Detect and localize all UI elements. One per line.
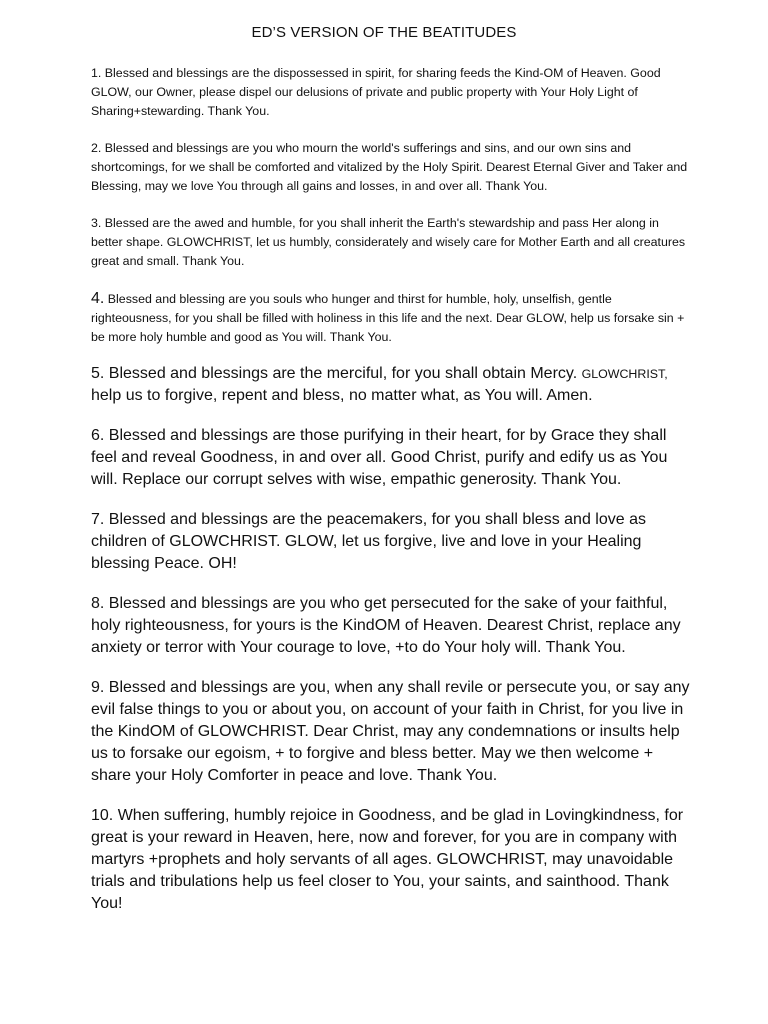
beatitude-7 [91,509,691,575]
beatitude-text: 7. Blessed and blessings are the peacemakers, for you shall bless and love as children of GLOWCHRIST. GLOW, let us forgive, live and love in your Healing blessing Peace. OH! [91,511,646,572]
beatitude-number: 2. [91,141,102,155]
beatitude-inline-small: GLOWCHRIST, [581,367,668,381]
beatitude-text: 8. Blessed and blessings are you who get persecuted for the sake of your faithful, holy righteousness, for yours is the KindOM of Heaven. Dearest Christ, replace any anxiety or terror with Your courage to love, +to do Your holy will. Thank You. [91,595,681,656]
document-body [91,64,691,933]
beatitude-1 [91,64,691,121]
beatitude-text: 6. Blessed and blessings are those purifying in their heart, for by Grace they shall feel and reveal Goodness, in and over all. Good Christ, purify and edify us as You will. Replace our corrupt selves with wise, empathic generosity. Thank You. [91,427,668,488]
beatitude-text: Blessed and blessing are you souls who hunger and thirst for humble, holy, unselfish, gentle righteousness, for you shall be filled with holiness in this life and the next. Dear GLOW, help us forsake sin + be more holy humble and good as You will. Thank You. [91,292,685,344]
beatitude-text: Blessed and blessings are you who mourn the world's sufferings and sins, and our own sins and shortcomings, for we shall be comforted and vitalized by the Holy Spirit. Dearest Eternal Giver and Taker and Blessing, may we love You through all gains and losses, in and over all. Thank You. [91,141,688,193]
beatitude-9 [91,677,691,787]
beatitude-5 [91,363,691,407]
beatitude-number: 4. [91,290,105,307]
beatitude-text: 10. When suffering, humbly rejoice in Goodness, and be glad in Lovingkindness, for great is your reward in Heaven, here, now and forever, for you are in company with martyrs +prophets and holy servants of all ages. GLOWCHRIST, may unavoidable trials and tribulations help us feel closer to You, your saints, and sainthood. Thank You! [91,807,684,912]
beatitude-text-continued: help us to forgive, repent and bless, no matter what, as You will. Amen. [91,387,593,404]
beatitude-4 [91,289,691,347]
beatitude-number: 3. [91,216,102,230]
beatitude-10 [91,805,691,915]
beatitude-text: Blessed are the awed and humble, for you shall inherit the Earth's stewardship and pass Her along in better shape. GLOWCHRIST, let us humbly, considerately and wisely care for Mother Earth and all creatures great and small. Thank You. [91,216,686,268]
beatitude-number: 1. [91,66,102,80]
beatitude-text: Blessed and blessings are the dispossessed in spirit, for sharing feeds the Kind-OM of Heaven. Good GLOW, our Owner, please dispel our delusions of private and public property with Your Holy Light of Sharing+stewarding. Thank You. [91,66,661,118]
beatitude-2 [91,139,691,196]
beatitude-3 [91,214,691,271]
beatitude-8 [91,593,691,659]
beatitude-text: 5. Blessed and blessings are the merciful, for you shall obtain Mercy. [91,365,578,382]
beatitude-6 [91,425,691,491]
beatitude-text: 9. Blessed and blessings are you, when any shall revile or persecute you, or say any evil false things to you or about you, on account of your faith in Christ, for you live in the KindOM of GLOWCHRIST. Dear Christ, may any condemnations or insults help us to forsake our egoism, + to forgive and bless better. May we then welcome + share your Holy Comforter in peace and love. Thank You. [91,679,690,784]
document-title: ED’S VERSION OF THE BEATITUDES [251,24,517,41]
